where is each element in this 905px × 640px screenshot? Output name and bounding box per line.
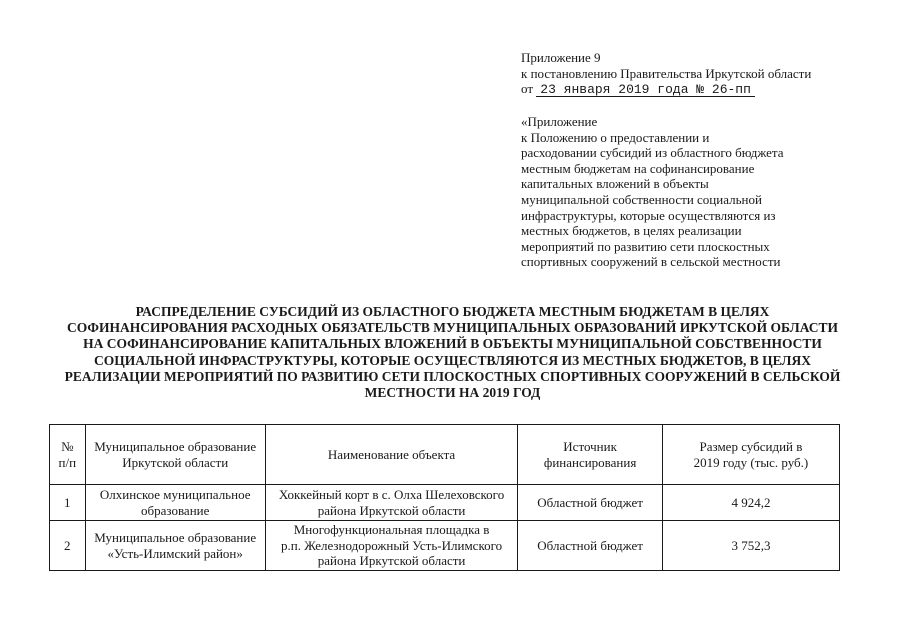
cell-object-line3: района Иркутской области [317,553,466,569]
header-number [50,425,86,485]
header-source-line2: финансирования [543,454,637,470]
title-line: СОФИНАНСИРОВАНИЯ РАСХОДНЫХ ОБЯЗАТЕЛЬСТВ МУНИЦИПАЛЬНЫХ ОБРАЗОВАНИЙ ИРКУТСКОЙ ОБЛАСТИ [66,320,839,336]
appendix-date-line [521,81,811,97]
title-line: РАСПРЕДЕЛЕНИЕ СУБСИДИЙ ИЗ ОБЛАСТНОГО БЮДЖЕТА МЕСТНЫМ БЮДЖЕТАМ В ЦЕЛЯХ [135,304,770,319]
header-municipality [85,425,265,485]
header-municipality-line2: Иркутской области [122,454,229,470]
table-row [50,521,840,571]
cell-municipality-line2: «Усть-Илимский район» [107,545,243,561]
appendix-from-label: от [521,81,534,96]
title-line: МЕСТНОСТИ НА 2019 ГОД [364,385,541,401]
title-line: РЕАЛИЗАЦИИ МЕРОПРИЯТИЙ ПО РАЗВИТИЮ СЕТИ ПЛОСКОСТНЫХ СПОРТИВНЫХ СООРУЖЕНИЙ В СЕЛЬСКОЙ [64,368,841,384]
regulation-line: спортивных сооружений в сельской местности [521,254,781,270]
regulation-line: мероприятий по развитию сети плоскостных [521,238,770,254]
cell-number: 1 [50,485,86,521]
regulation-line: капитальных вложений в объекты [521,176,709,192]
appendix-date-number: 23 января 2019 года № 26-пп [536,83,755,97]
document-title [55,304,850,401]
cell-amount: 3 752,3 [662,521,839,571]
cell-municipality [85,485,265,521]
cell-object-line2: р.п. Железнодорожный Усть-Илимского [281,537,503,553]
regulation-reference [521,114,821,270]
cell-municipality-line2: образование [141,502,210,518]
cell-number: 2 [50,521,86,571]
appendix-resolution: к постановлению Правительства Иркутской области [521,65,812,81]
header-object: Наименование объекта [265,425,518,485]
header-source-line1: Источник [563,439,617,454]
regulation-line: местных бюджетов, в целях реализации [521,223,742,239]
cell-municipality-line1: Олхинское муниципальное [99,487,251,502]
table-row [50,485,840,521]
appendix-number: Приложение 9 [521,50,601,65]
cell-object [265,521,518,571]
cell-object-line1: Хоккейный корт в с. Олха Шелеховского [278,487,505,502]
regulation-line: инфраструктуры, которые осуществляются из [521,207,776,223]
header-number-line1: № [61,439,74,454]
header-source [518,425,663,485]
cell-object-line1: Многофункциональная площадка в [293,522,490,538]
cell-amount: 4 924,2 [662,485,839,521]
cell-source: Областной бюджет [518,521,663,571]
regulation-line: муниципальной собственности социальной [521,191,762,207]
header-number-line2: п/п [58,454,77,470]
regulation-line: к Положению о предоставлении и [521,129,710,145]
regulation-line: расходовании субсидий из областного бюджета [521,145,784,161]
cell-source: Областной бюджет [518,485,663,521]
cell-object [265,485,518,521]
header-amount [662,425,839,485]
regulation-line: местным бюджетам на софинансирование [521,160,755,176]
title-line: НА СОФИНАНСИРОВАНИЕ КАПИТАЛЬНЫХ ВЛОЖЕНИЙ В ОБЪЕКТЫ МУНИЦИПАЛЬНОЙ СОБСТВЕННОСТИ [83,336,822,352]
header-municipality-line1: Муниципальное образование [94,439,257,454]
subsidy-table [49,424,840,571]
cell-municipality-line1: Муниципальное образование [94,530,257,545]
title-line: СОЦИАЛЬНОЙ ИНФРАСТРУКТУРЫ, КОТОРЫЕ ОСУЩЕСТВЛЯЮТСЯ ИЗ МЕСТНЫХ БЮДЖЕТОВ, В ЦЕЛЯХ [94,352,811,368]
regulation-line: «Приложение [521,114,598,129]
cell-object-line2: района Иркутской области [317,502,466,518]
cell-municipality [85,521,265,571]
header-amount-line2: 2019 году (тыс. руб.) [693,454,809,470]
appendix-block [521,50,811,97]
table-header-row [50,425,840,485]
header-amount-line1: Размер субсидий в [699,439,803,454]
